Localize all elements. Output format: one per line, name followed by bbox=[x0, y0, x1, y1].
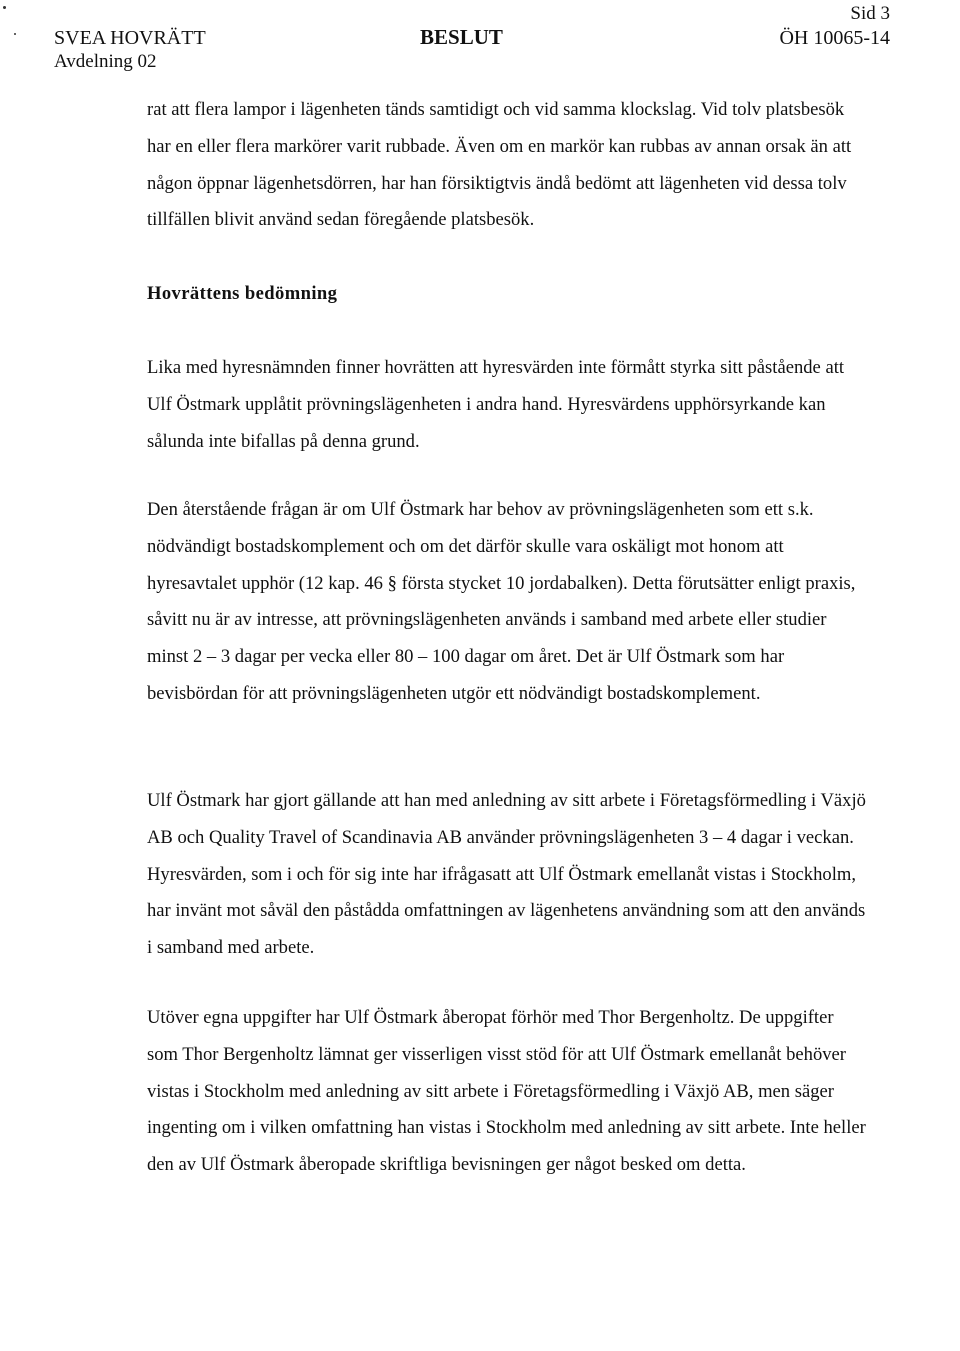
paragraph-text: Lika med hyresnämnden finner hovrätten att hyresvärden inte förmått styrka sitt påstående att Ulf Östmark upplåtit prövningslägenheten i andra hand. Hyresvärdens upphörsyrkande kan sålunda inte bifallas på denna grund. bbox=[147, 357, 845, 452]
page-number: Sid 3 bbox=[850, 3, 890, 24]
paragraph-markers bbox=[147, 92, 869, 239]
division-name: Avdelning 02 bbox=[54, 51, 157, 72]
paragraph-text: rat att flera lampor i lägenheten tänds samtidigt och vid samma klockslag. Vid tolv platsbesök har en eller flera markörer varit rubbade. Även om en markör kan rubbas av annan orsak än att någon öppnar lägenhetsdörren, har han försiktigtvis ändå bedömt att lägenheten vid dessa tolv tillfällen blivit använd sedan föregående platsbesök. bbox=[147, 99, 852, 231]
paragraph-text: Utöver egna uppgifter har Ulf Östmark åberopat förhör med Thor Bergenholtz. De uppgifter som Thor Bergenholtz lämnat ger visserligen visst stöd för att Ulf Östmark emellanåt behöver vistas i Stockholm med anledning av sitt arbete i Företagsförmedling i Växjö AB, men säger ingenting om i vilken omfattning han vistas i Stockholm med anledning av sitt arbete. Inte heller den av Ulf Östmark åberopade skriftliga bevisningen ger något besked om detta. bbox=[147, 1007, 866, 1176]
section-heading: Hovrättens bedömning bbox=[147, 283, 338, 304]
paragraph-sublet-assessment bbox=[147, 350, 869, 460]
paragraph-housing-need bbox=[147, 492, 869, 713]
court-name: SVEA HOVRÄTT bbox=[54, 27, 206, 49]
paragraph-evidence bbox=[147, 1000, 869, 1184]
scan-speck bbox=[3, 6, 6, 9]
paragraph-text: Den återstående frågan är om Ulf Östmark har behov av prövningslägenheten som ett s.k. nödvändigt bostadskomplement och om det därför skulle vara oskäligt mot honom att hyresavtalet upphör (12 kap. 46 § första stycket 10 jordabalken). Detta förutsätter enligt praxis, såvitt nu är av intresse, att prövningslägenheten används i samband med arbete eller studier minst 2 – 3 dagar per vecka eller 80 – 100 dagar om året. Det är Ulf Östmark som har bevisbördan för att prövningslägenheten utgör ett nödvändigt bostadskomplement. bbox=[147, 499, 856, 704]
scan-speck bbox=[14, 33, 16, 35]
document-type: BESLUT bbox=[420, 25, 503, 49]
case-number: ÖH 10065-14 bbox=[779, 27, 890, 49]
paragraph-text: Ulf Östmark har gjort gällande att han med anledning av sitt arbete i Företagsförmedling i Växjö AB och Quality Travel of Scandinavia AB använder prövningslägenheten 3 – 4 dagar i veckan. Hyresvärden, som i och för sig inte har ifrågasatt att Ulf Östmark emellanåt vistas i Stockholm, har invänt mot såväl den påstådda omfattningen av lägenhetens användning som att den används i samband med arbete. bbox=[147, 790, 866, 959]
paragraph-claims bbox=[147, 783, 869, 967]
